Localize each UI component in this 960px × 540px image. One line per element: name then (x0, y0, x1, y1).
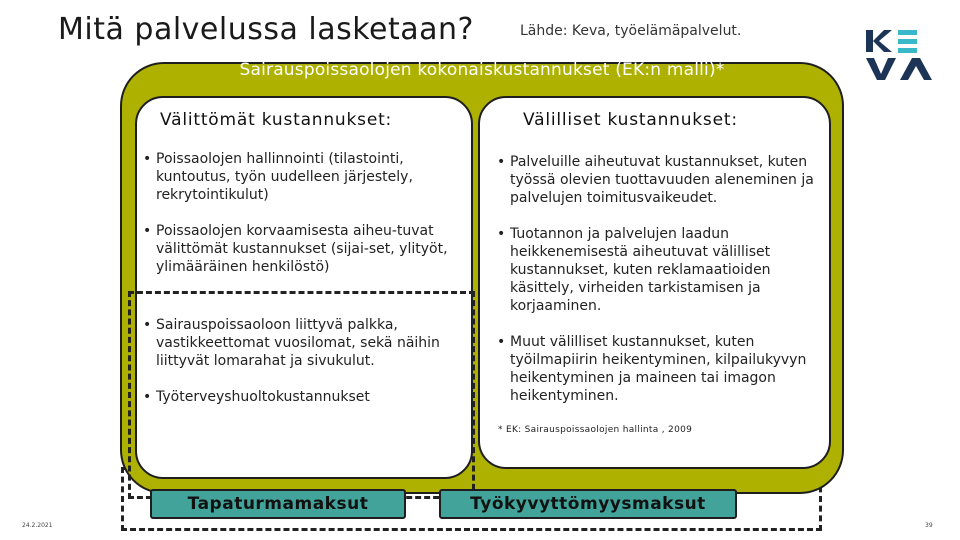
list-item: • Sairauspoissaoloon liittyvä palkka, vastikkeettomat vuosilomat, sekä näihin liittyvät lomarahat ja sivukulut. (143, 316, 467, 370)
list-item: • Työterveyshuoltokustannukset (143, 388, 467, 406)
list-item: • Muut välilliset kustannukset, kuten työilmapiirin heikentyminen, kilpailukyvyn heikentyminen ja maineen tai imagon heikentyminen. (497, 333, 817, 405)
list-item: • Tuotannon ja palvelujen laadun heikkenemisestä aiheutuvat välilliset kustannukset, kuten reklamaatioiden käsittely, virheiden tarkistamisen ja korjaaminen. (497, 225, 817, 315)
accident-insurance-badge: Tapaturmamaksut (150, 489, 406, 519)
direct-costs-list (143, 150, 467, 424)
panel-title: Sairauspoissaolojen kokonaiskustannukset (EK:n malli)* (239, 60, 725, 80)
direct-costs-title: Välittömät kustannukset: (160, 110, 393, 130)
footnote: * EK: Sairauspoissaolojen hallinta , 2009 (498, 425, 693, 435)
slide-title: Mitä palvelussa lasketaan? (58, 12, 474, 47)
list-item: • Palveluille aiheutuvat kustannukset, kuten työssä olevien tuottavuuden aleneminen ja palvelujen toimitusvaikeudet. (497, 153, 817, 207)
indirect-costs-list (497, 153, 817, 423)
source-note: Lähde: Keva, työelämäpalvelut. (520, 23, 742, 39)
indirect-costs-title: Välilliset kustannukset: (523, 110, 738, 130)
keva-logo-letters (866, 30, 932, 80)
disability-pension-badge: Työkyvyttömyysmaksut (439, 489, 737, 519)
list-item: • Poissaolojen hallinnointi (tilastointi, kuntoutus, työn uudelleen järjestely, rekrytointikulut) (143, 150, 467, 204)
keva-logo (862, 24, 938, 82)
slide-date: 24.2.2021 (22, 522, 53, 529)
page-number: 39 (925, 522, 933, 529)
list-item: • Poissaolojen korvaamisesta aiheu-tuvat välittömät kustannukset (sijai-set, ylityöt, ylimääräinen henkilöstö) (143, 222, 467, 276)
